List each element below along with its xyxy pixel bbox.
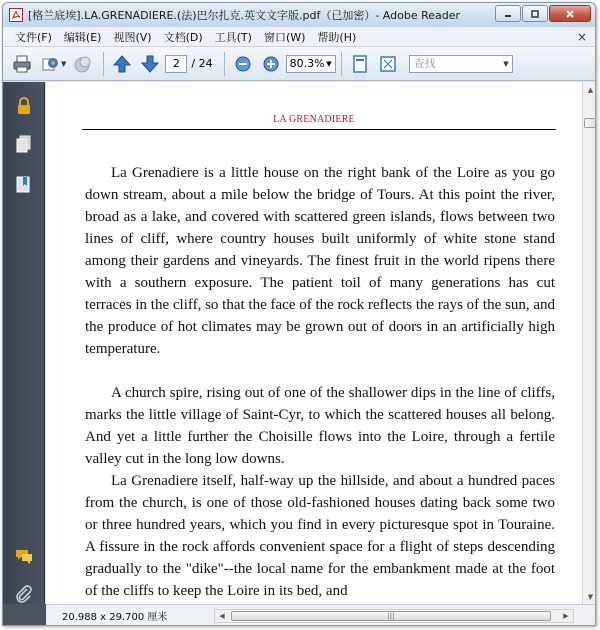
scroll-up-icon[interactable]: ▲ bbox=[587, 85, 594, 94]
status-bar bbox=[46, 604, 596, 626]
fit-page-button[interactable] bbox=[347, 51, 373, 77]
email-button[interactable] bbox=[37, 51, 63, 77]
document-view[interactable] bbox=[46, 82, 582, 604]
menu-window[interactable]: 窗口(W) bbox=[263, 30, 306, 44]
chevron-down-icon: ▼ bbox=[326, 59, 332, 68]
title-bar bbox=[3, 3, 595, 27]
next-page-button[interactable] bbox=[137, 51, 163, 77]
previous-page-button[interactable] bbox=[109, 51, 135, 77]
toolbar-separator bbox=[224, 52, 225, 76]
zoom-out-icon bbox=[233, 54, 253, 74]
comments-icon[interactable] bbox=[12, 544, 36, 568]
window-controls bbox=[495, 5, 591, 22]
navigation-panel-footer bbox=[3, 604, 46, 626]
scroll-right-icon[interactable]: ▶ bbox=[563, 611, 569, 620]
search-placeholder: 查找 bbox=[413, 56, 436, 70]
search-input[interactable] bbox=[409, 55, 513, 73]
pages-icon[interactable] bbox=[12, 132, 36, 156]
close-window-button[interactable] bbox=[549, 5, 591, 22]
fit-page-icon bbox=[350, 54, 370, 74]
menu-help[interactable]: 帮助(H) bbox=[317, 30, 357, 44]
email-dropdown-icon[interactable]: ▼ bbox=[61, 59, 67, 68]
page-number-input[interactable]: 2 bbox=[165, 55, 187, 73]
zoom-value: 80.3% bbox=[289, 56, 325, 70]
print-button[interactable] bbox=[9, 51, 35, 77]
reader-window bbox=[2, 2, 596, 626]
horizontal-scrollbar[interactable] bbox=[214, 609, 574, 623]
paragraph: A church spire, rising out of one of the shallower dips in the line of cliffs, marks the little village of Saint-Cyr, to which the scattered houses all belong. And yet a little further the Choisille flows into the Loire, through a fertile valley cut in the long low downs. bbox=[85, 385, 555, 467]
bookmarks-icon[interactable] bbox=[12, 172, 36, 196]
full-screen-button[interactable] bbox=[375, 51, 401, 77]
menu-edit[interactable]: 编辑(E) bbox=[63, 30, 102, 44]
minimize-button[interactable] bbox=[495, 5, 521, 22]
zoom-in-button[interactable] bbox=[258, 51, 284, 77]
toolbar-separator bbox=[341, 52, 342, 76]
menu-tools[interactable]: 工具(T) bbox=[214, 30, 252, 44]
page-body bbox=[85, 162, 555, 602]
zoom-select[interactable] bbox=[286, 55, 336, 73]
menu-bar bbox=[3, 27, 595, 47]
menu-file[interactable]: 文件(F) bbox=[15, 30, 52, 44]
minimize-icon bbox=[503, 9, 513, 19]
attachments-icon[interactable] bbox=[12, 582, 36, 606]
zoom-out-button[interactable] bbox=[230, 51, 256, 77]
print-icon bbox=[12, 54, 32, 74]
horizontal-scrollbar-thumb[interactable]: ||| bbox=[231, 611, 551, 621]
zoom-in-icon bbox=[261, 54, 281, 74]
arrow-up-icon bbox=[112, 54, 132, 74]
lock-icon[interactable] bbox=[12, 94, 36, 118]
page-total: / 24 bbox=[191, 57, 213, 70]
maximize-button[interactable] bbox=[522, 5, 548, 22]
header-rule bbox=[82, 129, 556, 130]
chevron-down-icon: ▼ bbox=[503, 59, 509, 68]
menu-view[interactable]: 视图(V) bbox=[113, 30, 152, 44]
vertical-scrollbar[interactable] bbox=[582, 82, 596, 604]
window-title: [格兰底埃].LA.GRENADIERE.(法)巴尔扎克.英文文字版.pdf（已加密）- Adobe Reader bbox=[28, 9, 461, 22]
close-icon bbox=[565, 9, 575, 19]
toolbar bbox=[3, 47, 595, 81]
page-size-label: 20.988 x 29.700 厘米 bbox=[62, 612, 168, 623]
hand-icon bbox=[73, 54, 93, 74]
paragraph: La Grenadiere is a little house on the right bank of the Loire as you go down stream, about a mile below the bridge of Tours. At this point the river, broad as a lake, and covered with scattered green islands, flows between two lines of cliff, where country houses built uniformly of white stone stand among their gardens and vineyards. The finest fruit in the world ripens there with a southern exposure. The patient toil of many generations has cut terraces in the cliff, so that the face of the rock reflects the rays of the sun, and the produce of hot climates may be grown out of doors in an artificially high temperature. bbox=[85, 165, 555, 357]
maximize-icon bbox=[530, 9, 540, 19]
arrow-down-icon bbox=[140, 54, 160, 74]
scrollbar-thumb[interactable] bbox=[584, 118, 596, 128]
paragraph: La Grenadiere itself, half-way up the hillside, and about a hundred paces from the church, is one of those old-fashioned houses dating back some two or three hundred years, which you find in every picturesque spot in Touraine. A fissure in the rock affords convenient space for a flight of steps descending gradually to the "dike"--the local name for the embankment made at the foot of the cliffs to keep the Loire in its bed, and bbox=[85, 473, 555, 599]
hand-tool-button[interactable] bbox=[70, 51, 96, 77]
page-running-header: LA GRENADIERE bbox=[273, 114, 355, 125]
pdf-icon bbox=[9, 8, 23, 22]
scroll-left-icon[interactable]: ◀ bbox=[219, 611, 225, 620]
navigation-panel bbox=[3, 82, 45, 604]
menu-document[interactable]: 文档(D) bbox=[163, 30, 203, 44]
close-document-button[interactable]: × bbox=[576, 30, 587, 44]
scroll-down-icon[interactable]: ▼ bbox=[587, 592, 594, 601]
full-screen-icon bbox=[378, 54, 398, 74]
toolbar-separator bbox=[103, 52, 104, 76]
email-icon bbox=[40, 54, 60, 74]
